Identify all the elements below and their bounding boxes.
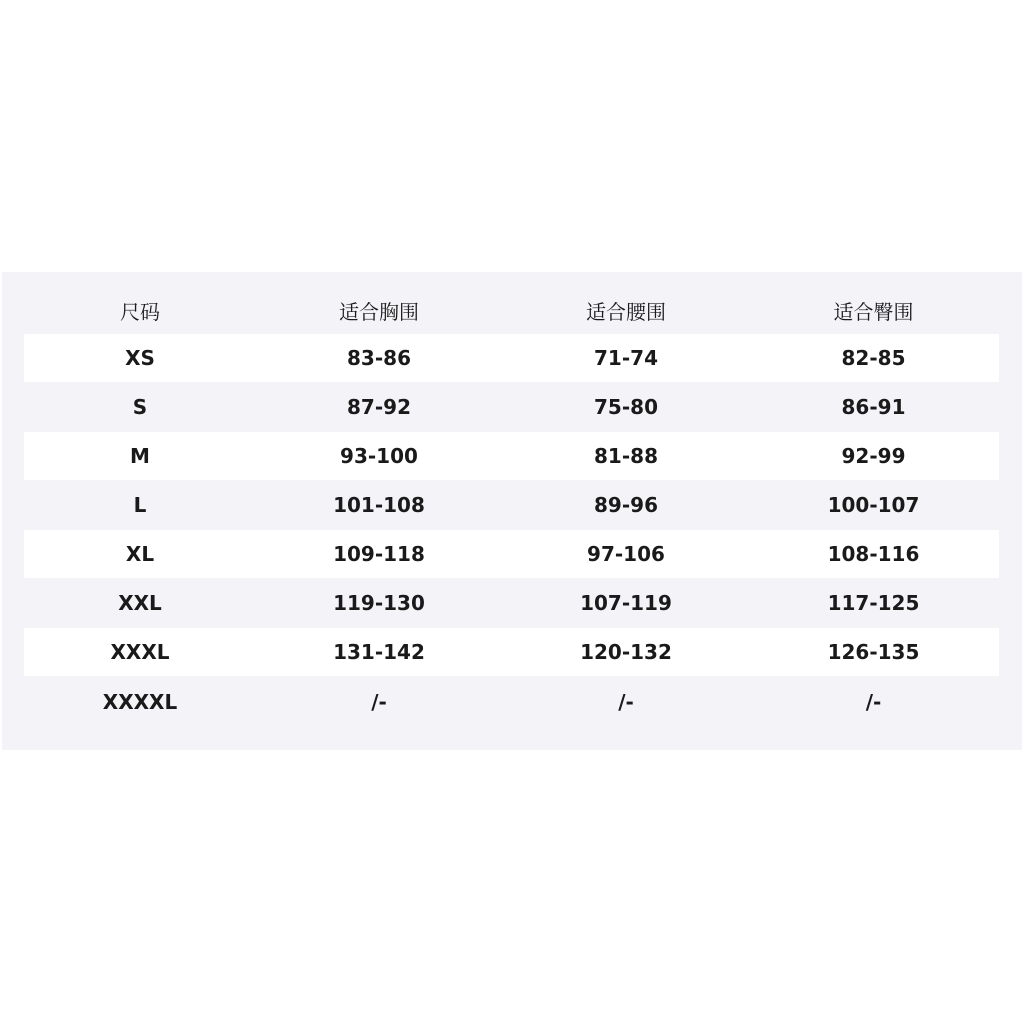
hip-cell: 82-85 [841, 346, 906, 370]
waist-cell: 71-74 [594, 346, 658, 370]
hip-cell: 126-135 [827, 640, 920, 664]
size-cell: XXXL [110, 640, 170, 664]
waist-cell: 75-80 [594, 395, 658, 419]
bust-cell: 119-130 [333, 591, 425, 615]
table-row [24, 432, 999, 480]
size-cell: M [130, 444, 150, 468]
bust-cell: /- [371, 690, 387, 714]
size-cell: XXXXL [102, 690, 178, 714]
size-cell: L [133, 493, 147, 517]
bust-cell: 109-118 [333, 542, 425, 566]
waist-cell: 120-132 [580, 640, 672, 664]
table-row [24, 481, 999, 529]
header-waist: 适合腰围 [586, 299, 666, 324]
hip-cell: 117-125 [827, 591, 920, 615]
bust-cell: 87-92 [347, 395, 411, 419]
table-row [24, 334, 999, 382]
size-cell: XS [125, 346, 155, 370]
size-cell: XL [125, 542, 155, 566]
waist-cell: 81-88 [594, 444, 658, 468]
table-row [24, 678, 999, 726]
waist-cell: /- [618, 690, 634, 714]
table-row [24, 530, 999, 578]
header-bust: 适合胸围 [339, 299, 419, 324]
table-row [24, 579, 999, 627]
size-cell: XXL [118, 591, 162, 615]
bust-cell: 101-108 [333, 493, 425, 517]
hip-cell: 108-116 [827, 542, 920, 566]
table-row [24, 628, 999, 676]
bust-cell: 131-142 [333, 640, 425, 664]
table-row [24, 383, 999, 431]
hip-cell: 86-91 [841, 395, 906, 419]
bust-cell: 83-86 [347, 346, 411, 370]
hip-cell: /- [865, 690, 882, 714]
header-size: 尺码 [120, 299, 160, 324]
waist-cell: 89-96 [594, 493, 658, 517]
waist-cell: 97-106 [587, 542, 665, 566]
table-header [24, 286, 999, 334]
header-hip: 适合臀围 [833, 299, 914, 324]
bust-cell: 93-100 [340, 444, 418, 468]
hip-cell: 92-99 [841, 444, 906, 468]
size-cell: S [132, 395, 148, 419]
waist-cell: 107-119 [580, 591, 672, 615]
hip-cell: 100-107 [827, 493, 920, 517]
